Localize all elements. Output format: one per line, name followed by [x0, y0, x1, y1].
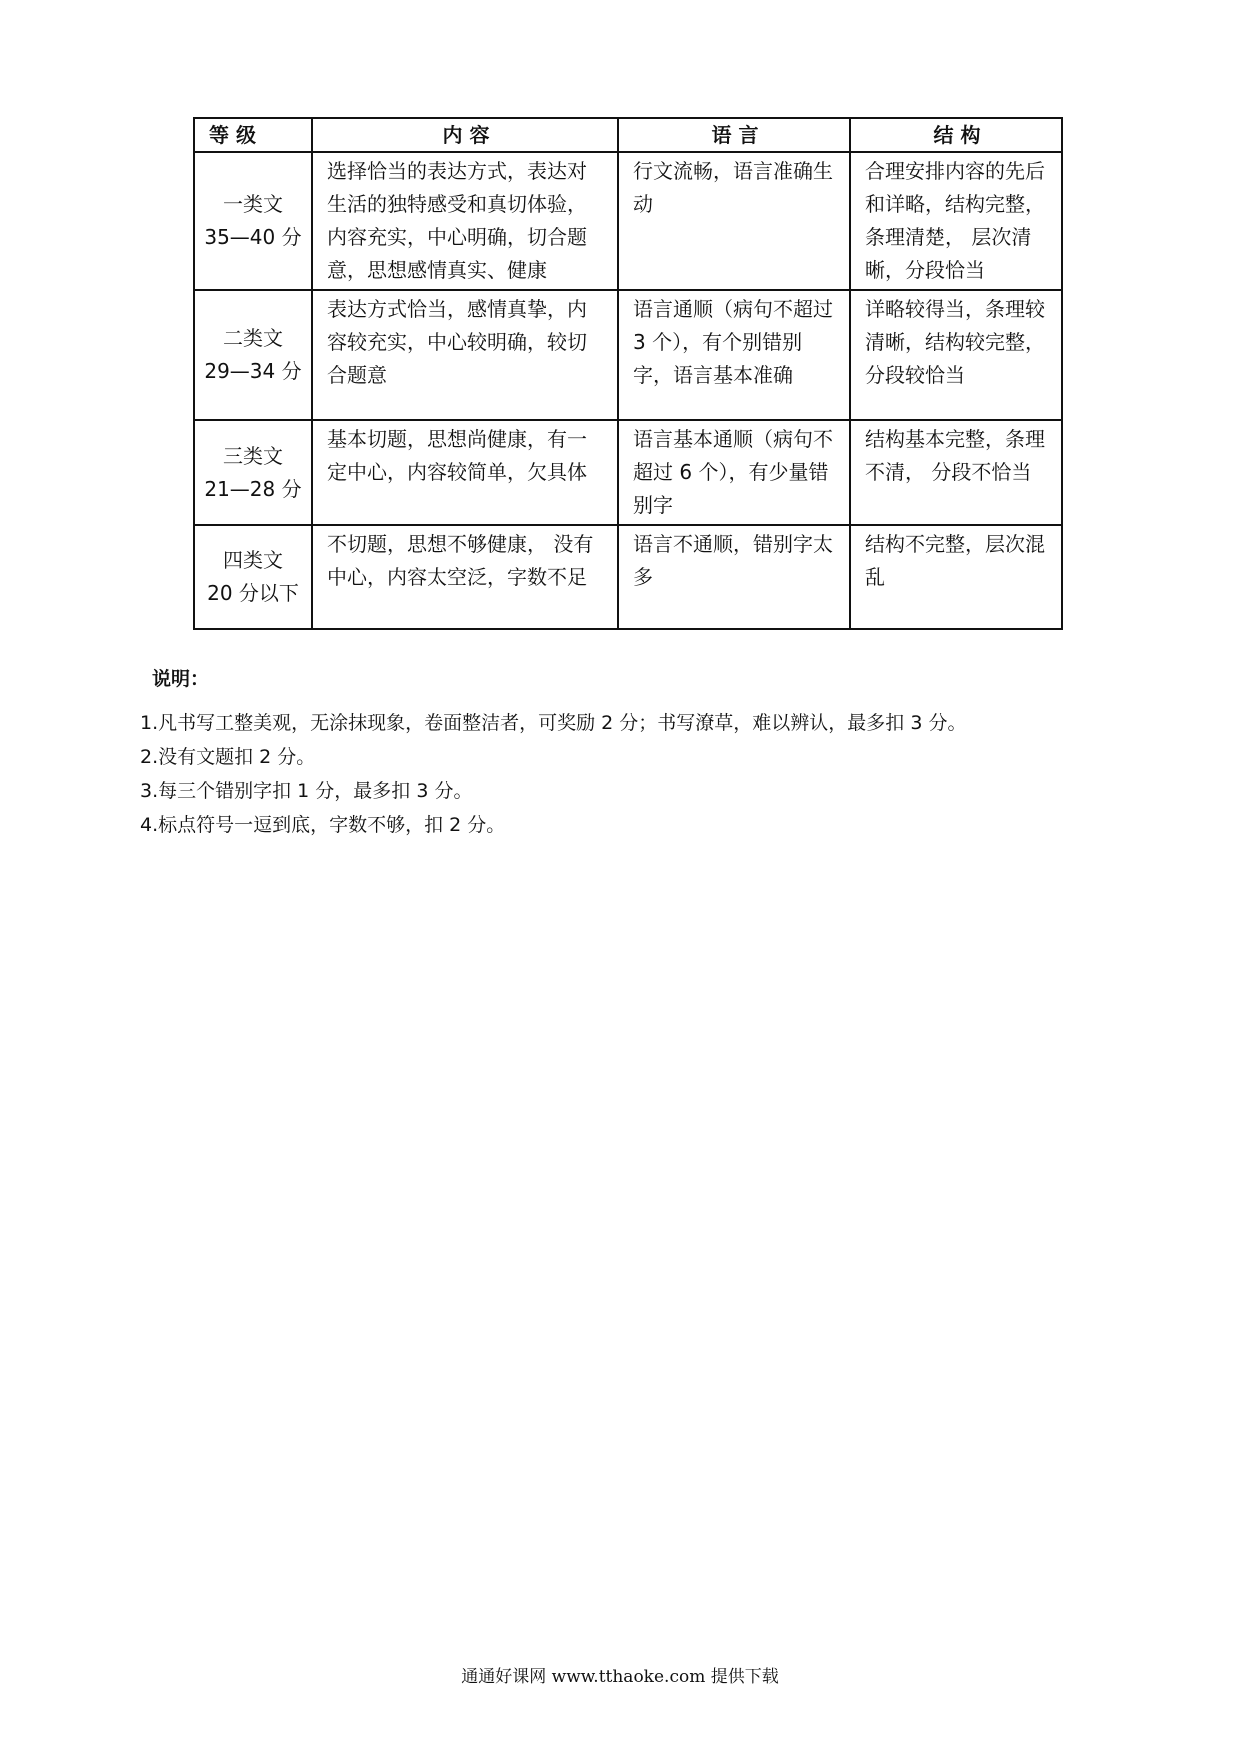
grade-label: 四类文	[223, 548, 283, 572]
language-cell: 语言不通顺，错别字太多	[618, 525, 850, 629]
header-structure: 结 构	[850, 118, 1062, 152]
structure-cell: 详略较得当，条理较清晰，结构较完整，分段较恰当	[850, 290, 1062, 420]
table-row	[194, 525, 1062, 629]
content-cell: 不切题，思想不够健康， 没有中心，内容太空泛，字数不足	[312, 525, 618, 629]
content-cell: 基本切题，思想尚健康，有一定中心，内容较简单，欠具体	[312, 420, 618, 525]
grade-cell	[194, 525, 312, 629]
language-cell: 语言基本通顺（病句不超过 6 个），有少量错别字	[618, 420, 850, 525]
content-cell: 选择恰当的表达方式，表达对生活的独特感受和真切体验，内容充实，中心明确，切合题意，思想感情真实、健康	[312, 152, 618, 290]
header-content: 内 容	[312, 118, 618, 152]
note-item: 3.每三个错别字扣 1 分，最多扣 3 分。	[140, 780, 473, 802]
notes-title: 说明：	[152, 668, 210, 690]
note-item: 1.凡书写工整美观，无涂抹现象，卷面整洁者，可奖励 2 分；书写潦草，难以辨认，最多扣 3 分。	[140, 712, 967, 734]
notes-list	[140, 706, 966, 842]
content-cell: 表达方式恰当，感情真挚，内容较充实，中心较明确，较切合题意	[312, 290, 618, 420]
table-row	[194, 420, 1062, 525]
header-language: 语 言	[618, 118, 850, 152]
grade-label: 一类文	[223, 192, 283, 216]
header-grade: 等 级	[194, 118, 312, 152]
table-header-row	[194, 118, 1062, 152]
grade-label: 三类文	[223, 443, 283, 468]
structure-cell: 合理安排内容的先后和详略，结构完整，条理清楚， 层次清晰，分段恰当	[850, 152, 1062, 290]
grade-label: 二类文	[223, 326, 283, 350]
grade-score: 35—40 分	[204, 225, 302, 249]
structure-cell: 结构基本完整，条理不清， 分段不恰当	[850, 420, 1062, 525]
note-item: 4.标点符号一逗到底，字数不够，扣 2 分。	[140, 814, 506, 836]
grade-score: 20 分以下	[207, 581, 299, 605]
grade-cell	[194, 152, 312, 290]
grade-score: 21—28 分	[204, 476, 302, 501]
table-row	[194, 152, 1062, 290]
language-cell: 行文流畅，语言准确生动	[618, 152, 850, 290]
page-footer: 通通好课网 www.tthaoke.com 提供下载	[461, 1667, 779, 1687]
grading-table	[193, 117, 1063, 630]
structure-cell: 结构不完整，层次混乱	[850, 525, 1062, 629]
table-row	[194, 290, 1062, 420]
grade-score: 29—34 分	[204, 359, 302, 383]
grade-cell	[194, 290, 312, 420]
note-item: 2.没有文题扣 2 分。	[140, 746, 316, 768]
language-cell: 语言通顺（病句不超过 3 个），有个别错别字，语言基本准确	[618, 290, 850, 420]
grade-cell	[194, 420, 312, 525]
